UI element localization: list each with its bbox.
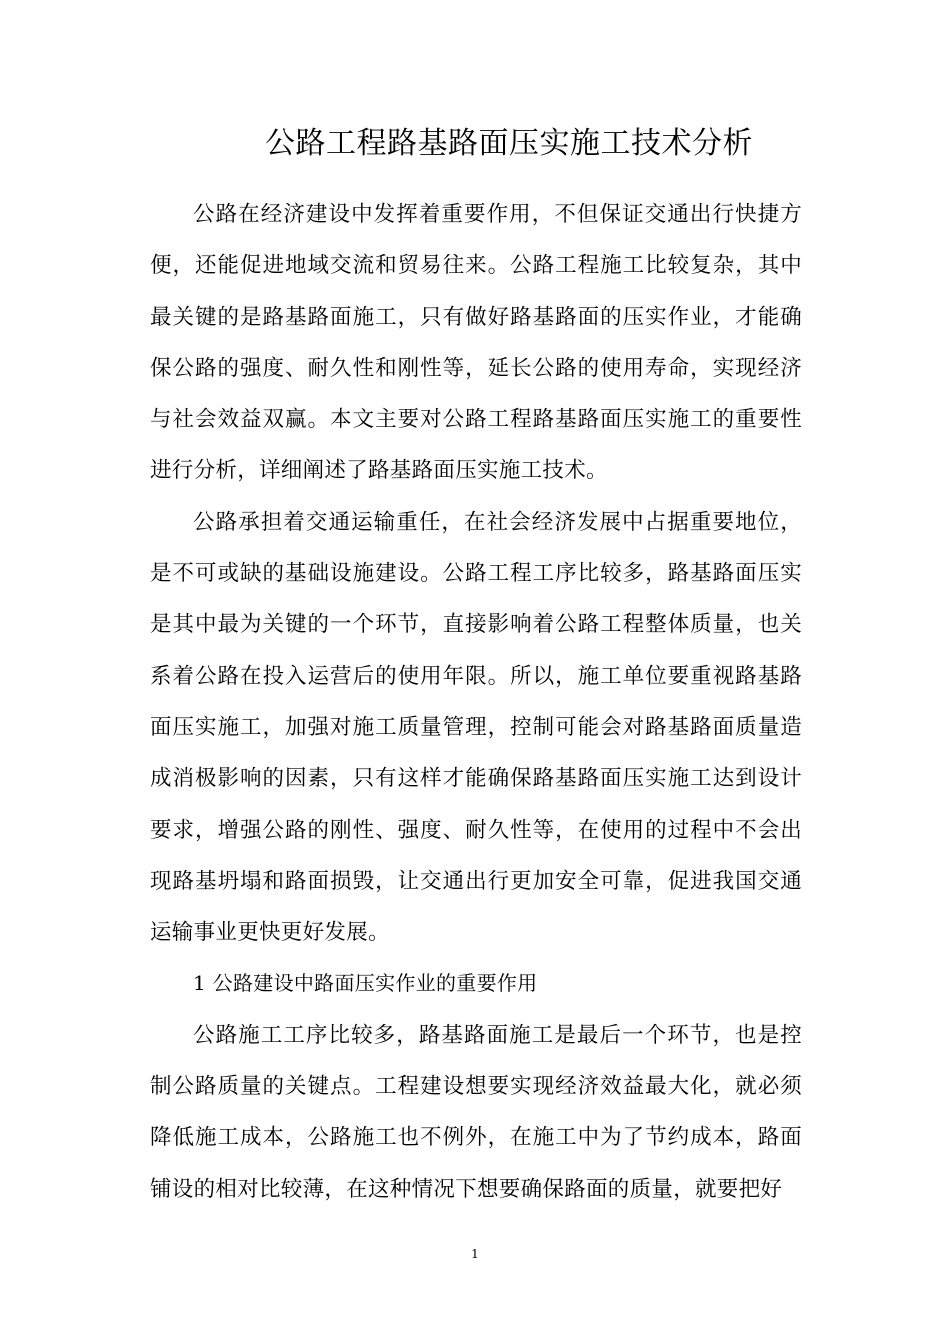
section-paragraph: 公路施工工序比较多，路基路面施工是最后一个环节，也是控制公路质量的关键点。工程建设想要实现经济效益最大化，就必须降低施工成本，公路施工也不例外，在施工中为了节约成本，路面铺设的相对比较薄，在这种情况下想要确保路面的质量，就要把好 <box>150 1022 802 1202</box>
document-title: 公路工程路基路面压实施工技术分析 <box>265 126 753 161</box>
intro-paragraph: 公路在经济建设中发挥着重要作用，不但保证交通出行快捷方便，还能促进地域交流和贸易往来。公路工程施工比较复杂，其中最关键的是路基路面施工，只有做好路基路面的压实作业，才能确保公路的强度、耐久性和刚性等，延长公路的使用寿命，实现经济与社会效益双赢。本文主要对公路工程路基路面压实施工的重要性进行分析，详细阐述了路基路面压实施工技术。 <box>150 202 802 484</box>
background-paragraph: 公路承担着交通运输重任，在社会经济发展中占据重要地位，是不可或缺的基础设施建设。公路工程工序比较多，路基路面压实是其中最为关键的一个环节，直接影响着公路工程整体质量，也关系着公路在投入运营后的使用年限。所以，施工单位要重视路基路面压实施工，加强对施工质量管理，控制可能会对路基路面质量造成消极影响的因素，只有这样才能确保路基路面压实施工达到设计要求，增强公路的刚性、强度、耐久性等，在使用的过程中不会出现路基坍塌和路面损毁，让交通出行更加安全可靠，促进我国交通运输事业更快更好发展。 <box>150 509 802 946</box>
section-heading: 1 公路建设中路面压实作业的重要作用 <box>193 971 538 996</box>
page-number: 1 <box>471 1247 479 1261</box>
document-body <box>150 189 802 1215</box>
